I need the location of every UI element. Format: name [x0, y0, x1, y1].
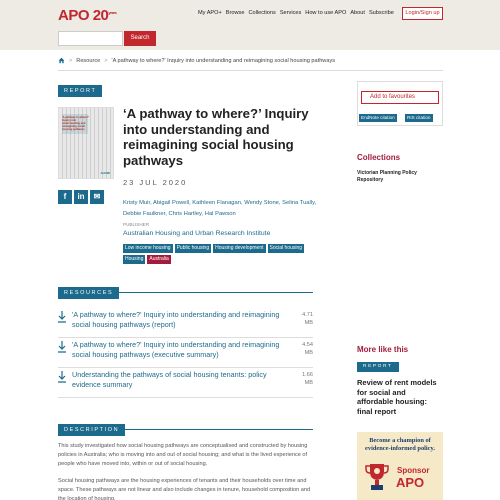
publisher-link[interactable]: Australian Housing and Urban Research Institute — [123, 230, 271, 237]
nav-about[interactable]: About — [350, 10, 365, 16]
nav-browse[interactable]: Browse — [225, 10, 245, 16]
home-icon[interactable] — [58, 57, 65, 64]
search-button[interactable]: Search — [124, 31, 156, 46]
author-link[interactable]: Kristy Muir — [123, 200, 151, 206]
collections-heading: Collections — [357, 153, 401, 162]
breadcrumb-separator: > — [104, 57, 108, 64]
resource-link[interactable]: 'A pathway to where?' Inquiry into understanding and reimagining social housing pathways (executive summary) — [72, 340, 280, 359]
author-link[interactable]: Debbie Faulkner — [123, 211, 166, 217]
description-paragraph: This study investigated how social housing pathways are conceptualised and constructed by housing policies in Australia; who is moving into and out of social housing; and what is the lived experience of people who have moved into, within or out of social housing. — [58, 443, 308, 467]
report-cover-thumbnail[interactable] — [58, 107, 114, 179]
report-tag: REPORT — [58, 85, 102, 97]
email-icon[interactable]: ✉ — [90, 190, 104, 204]
resources-tag: RESOURCES — [58, 287, 119, 299]
breadcrumb-current: 'A pathway to where?' Inquiry into understanding and reimagining social housing pathways — [111, 57, 336, 64]
page-title: ‘A pathway to where?’ Inquiry into understanding and reimagining social housing pathways — [123, 106, 309, 168]
nav-how-to-use[interactable]: How to use APO — [305, 10, 347, 16]
ad-sponsor-label: Sponsor — [397, 466, 430, 475]
breadcrumb — [58, 57, 335, 64]
more-report-tag: REPORT — [357, 362, 399, 372]
publication-date: 23 JUL 2020 — [123, 178, 188, 187]
download-icon[interactable] — [58, 371, 66, 383]
ris-citation-button[interactable]: RIS citation — [407, 115, 431, 120]
search-input[interactable] — [58, 31, 123, 46]
topic-tags — [123, 244, 313, 264]
more-like-this-heading: More like this — [357, 345, 409, 354]
ad-brand: APO — [396, 475, 425, 490]
nav-collections[interactable]: Collections — [248, 10, 276, 16]
resource-item[interactable] — [58, 368, 313, 398]
topic-tag[interactable]: Social housing — [269, 245, 303, 251]
apo-logo[interactable] — [58, 7, 116, 24]
favourites-panel — [357, 81, 443, 126]
nav-services[interactable]: Services — [279, 10, 302, 16]
author-link[interactable]: Chris Hartley — [168, 211, 202, 217]
author-link[interactable]: Hal Pawson — [204, 211, 236, 217]
nav-subscribe[interactable]: Subscribe — [368, 10, 394, 16]
logo-number: 20 — [92, 7, 109, 24]
topic-tag[interactable]: Housing — [125, 256, 144, 262]
collection-link[interactable]: Victorian Planning Policy Repository — [357, 170, 417, 183]
twitter-icon[interactable]: f — [58, 190, 72, 204]
breadcrumb-resource[interactable]: Resource — [76, 57, 101, 64]
file-size: 4.71 MB — [302, 312, 313, 326]
cover-org: AHURI — [100, 171, 110, 175]
search-bar — [0, 28, 500, 50]
cover-title: 'A pathway to where?' Inquiry into understanding and reimagining social housing pathways — [62, 116, 90, 131]
author-link[interactable]: Wendy Stone — [244, 200, 279, 206]
nav-my-apo[interactable]: My APO+ — [198, 10, 222, 16]
topic-tag[interactable]: Housing development — [215, 245, 264, 251]
file-size: 1.66 MB — [302, 372, 313, 386]
trophy-icon — [365, 462, 389, 492]
logo-text: APO — [58, 7, 90, 24]
file-size: 4.54 MB — [302, 342, 313, 356]
author-link[interactable]: Abigail Powell — [152, 200, 190, 206]
geography-tag[interactable]: Australia — [149, 256, 169, 262]
resource-link[interactable]: 'A pathway to where?' Inquiry into understanding and reimagining social housing pathways (report) — [72, 310, 280, 329]
resource-link[interactable]: Understanding the pathways of social housing tenants: policy evidence summary — [72, 370, 267, 389]
download-icon[interactable] — [58, 341, 66, 353]
logo-suffix: years — [108, 10, 117, 15]
topic-tag[interactable]: Low income housing — [125, 245, 171, 251]
author-list: Kristy Muir, Abigail Powell, Kathleen Flanagan, Wendy Stone, Selina Tually, Debbie Faulkner, Chris Hartley, Hal Pawson — [123, 200, 317, 217]
share-buttons — [58, 190, 104, 204]
resource-item[interactable] — [58, 308, 313, 338]
download-icon[interactable] — [58, 311, 66, 323]
site-header — [0, 0, 500, 28]
main-nav — [198, 10, 394, 16]
related-report-link[interactable]: Review of rent models for social and affordable housing: final report — [357, 378, 437, 416]
publisher-label: PUBLISHER — [123, 222, 150, 227]
divider — [58, 70, 443, 71]
breadcrumb-separator: > — [69, 57, 73, 64]
ad-text: Become a champion of evidence-informed policy. — [365, 437, 435, 452]
topic-tag[interactable]: Public housing — [176, 245, 210, 251]
author-link[interactable]: Kathleen Flanagan — [192, 200, 241, 206]
description-tag: DESCRIPTION — [58, 424, 125, 436]
description-paragraph: Social housing pathways are the housing experiences of tenants and their households over time and space. These pathways are not linear and also include changes in tenure, household composition and the location of housing. — [58, 478, 311, 500]
linkedin-icon[interactable]: in — [74, 190, 88, 204]
author-link[interactable]: Selina Tually — [282, 200, 315, 206]
login-signup-button[interactable]: Login/Sign up — [402, 7, 443, 20]
add-to-favourites-button[interactable]: Add to favourites — [361, 91, 439, 104]
sponsor-ad[interactable] — [357, 432, 443, 500]
endnote-citation-button[interactable]: EndNote citation — [361, 115, 395, 120]
resource-item[interactable] — [58, 338, 313, 368]
